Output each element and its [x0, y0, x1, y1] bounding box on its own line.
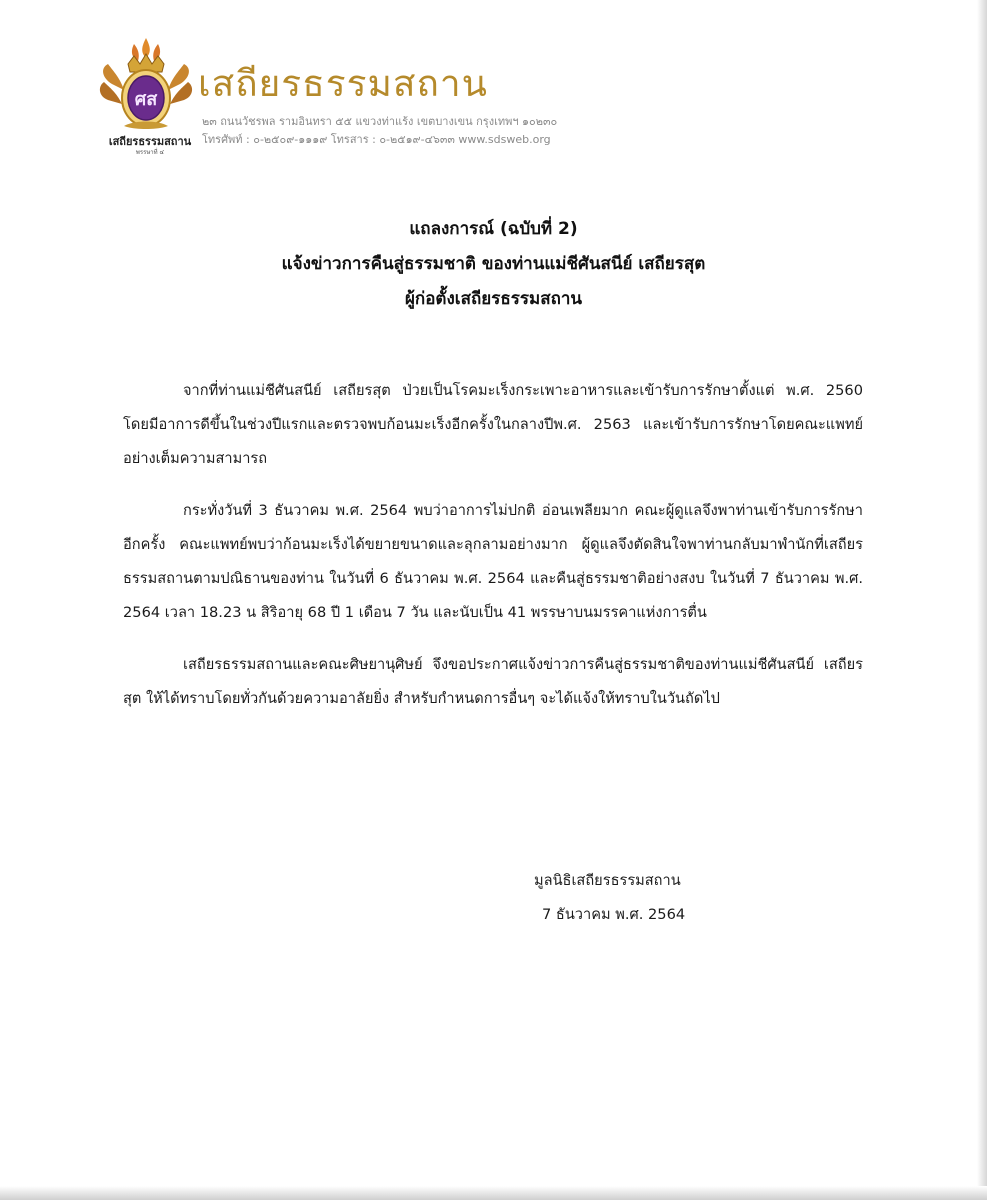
announcement-heading — [0, 212, 987, 317]
heading-line-2: แจ้งข่าวการคืนสู่ธรรมชาติ ของท่านแม่ชีศันสนีย์ เสถียรสุต — [281, 254, 706, 274]
heading-line-1: แถลงการณ์ (ฉบับที่ 2) — [409, 219, 578, 239]
logo-emblem-icon — [94, 34, 198, 134]
page-bottom-shadow — [0, 1186, 987, 1200]
announcement-body — [123, 374, 863, 734]
org-contact: โทรศัพท์ : ๐-๒๕๐๙-๑๑๑๙ โทรสาร : ๐-๒๕๑๙-๔๖๓๓ www.sdsweb.org — [202, 133, 551, 146]
heading-line-3: ผู้ก่อตั้งเสถียรธรรมสถาน — [404, 289, 583, 309]
logo-caption: เสถียรธรรมสถาน — [108, 135, 192, 148]
signature-date: 7 ธันวาคม พ.ศ. 2564 — [542, 906, 686, 923]
org-address: ๒๓ ถนนวัชรพล รามอินทรา ๕๕ แขวงท่าแร้ง เขตบางเขน กรุงเทพฯ ๑๐๒๓๐ — [202, 115, 558, 128]
svg-text:ศส: ศส — [134, 89, 158, 110]
body-paragraph-2: กระทั่งวันที่ 3 ธันวาคม พ.ศ. 2564 พบว่าอาการไม่ปกติ อ่อนเพลียมาก คณะผู้ดูแลจึงพาท่านเข้ารับการรักษาอีกครั้ง คณะแพทย์พบว่าก้อนมะเร็งได้ขยายขนาดและลุกลามอย่างมาก ผู้ดูแลจึงตัดสินใจพาท่านกลับมาพำนักที่เสถียรธรรมสถานตามปณิธานของท่าน ในวันที่ 6 ธันวาคม พ.ศ. 2564 และคืนสู่ธรรมชาติอย่างสงบ ในวันที่ 7 ธันวาคม พ.ศ. 2564 เวลา 18.23 น สิริอายุ 68 ปี 1 เดือน 7 วัน และนับเป็น 41 พรรษาบนมรรคาแห่งการตื่น — [123, 502, 863, 621]
letterhead — [94, 34, 694, 164]
body-paragraph-1: จากที่ท่านแม่ชีศันสนีย์ เสถียรสุต ป่วยเป็นโรคมะเร็งกระเพาะอาหารและเข้ารับการรักษาตั้งแต่ พ.ศ. 2560 โดยมีอาการดีขึ้นในช่วงปีแรกและตรวจพบก้อนมะเร็งอีกครั้งในกลางปีพ.ศ. 2563 และเข้ารับการรักษาโดยคณะแพทย์อย่างเต็มความสามารถ — [123, 382, 863, 467]
signature-block — [534, 864, 685, 932]
org-title: เสถียรธรรมสถาน — [198, 62, 488, 105]
body-paragraph-3: เสถียรธรรมสถานและคณะศิษยานุศิษย์ จึงขอประกาศแจ้งข่าวการคืนสู่ธรรมชาติของท่านแม่ชีศันสนีย์ เสถียรสุต ให้ได้ทราบโดยทั่วกันด้วยความอาลัยยิ่ง สำหรับกำหนดการอื่นๆ จะได้แจ้งให้ทราบในวันถัดไป — [123, 656, 863, 707]
page-edge-shadow — [977, 0, 987, 1200]
signature-org: มูลนิธิเสถียรธรรมสถาน — [534, 872, 681, 889]
logo-subcaption: พรรษาที่ ๔ — [135, 149, 165, 156]
